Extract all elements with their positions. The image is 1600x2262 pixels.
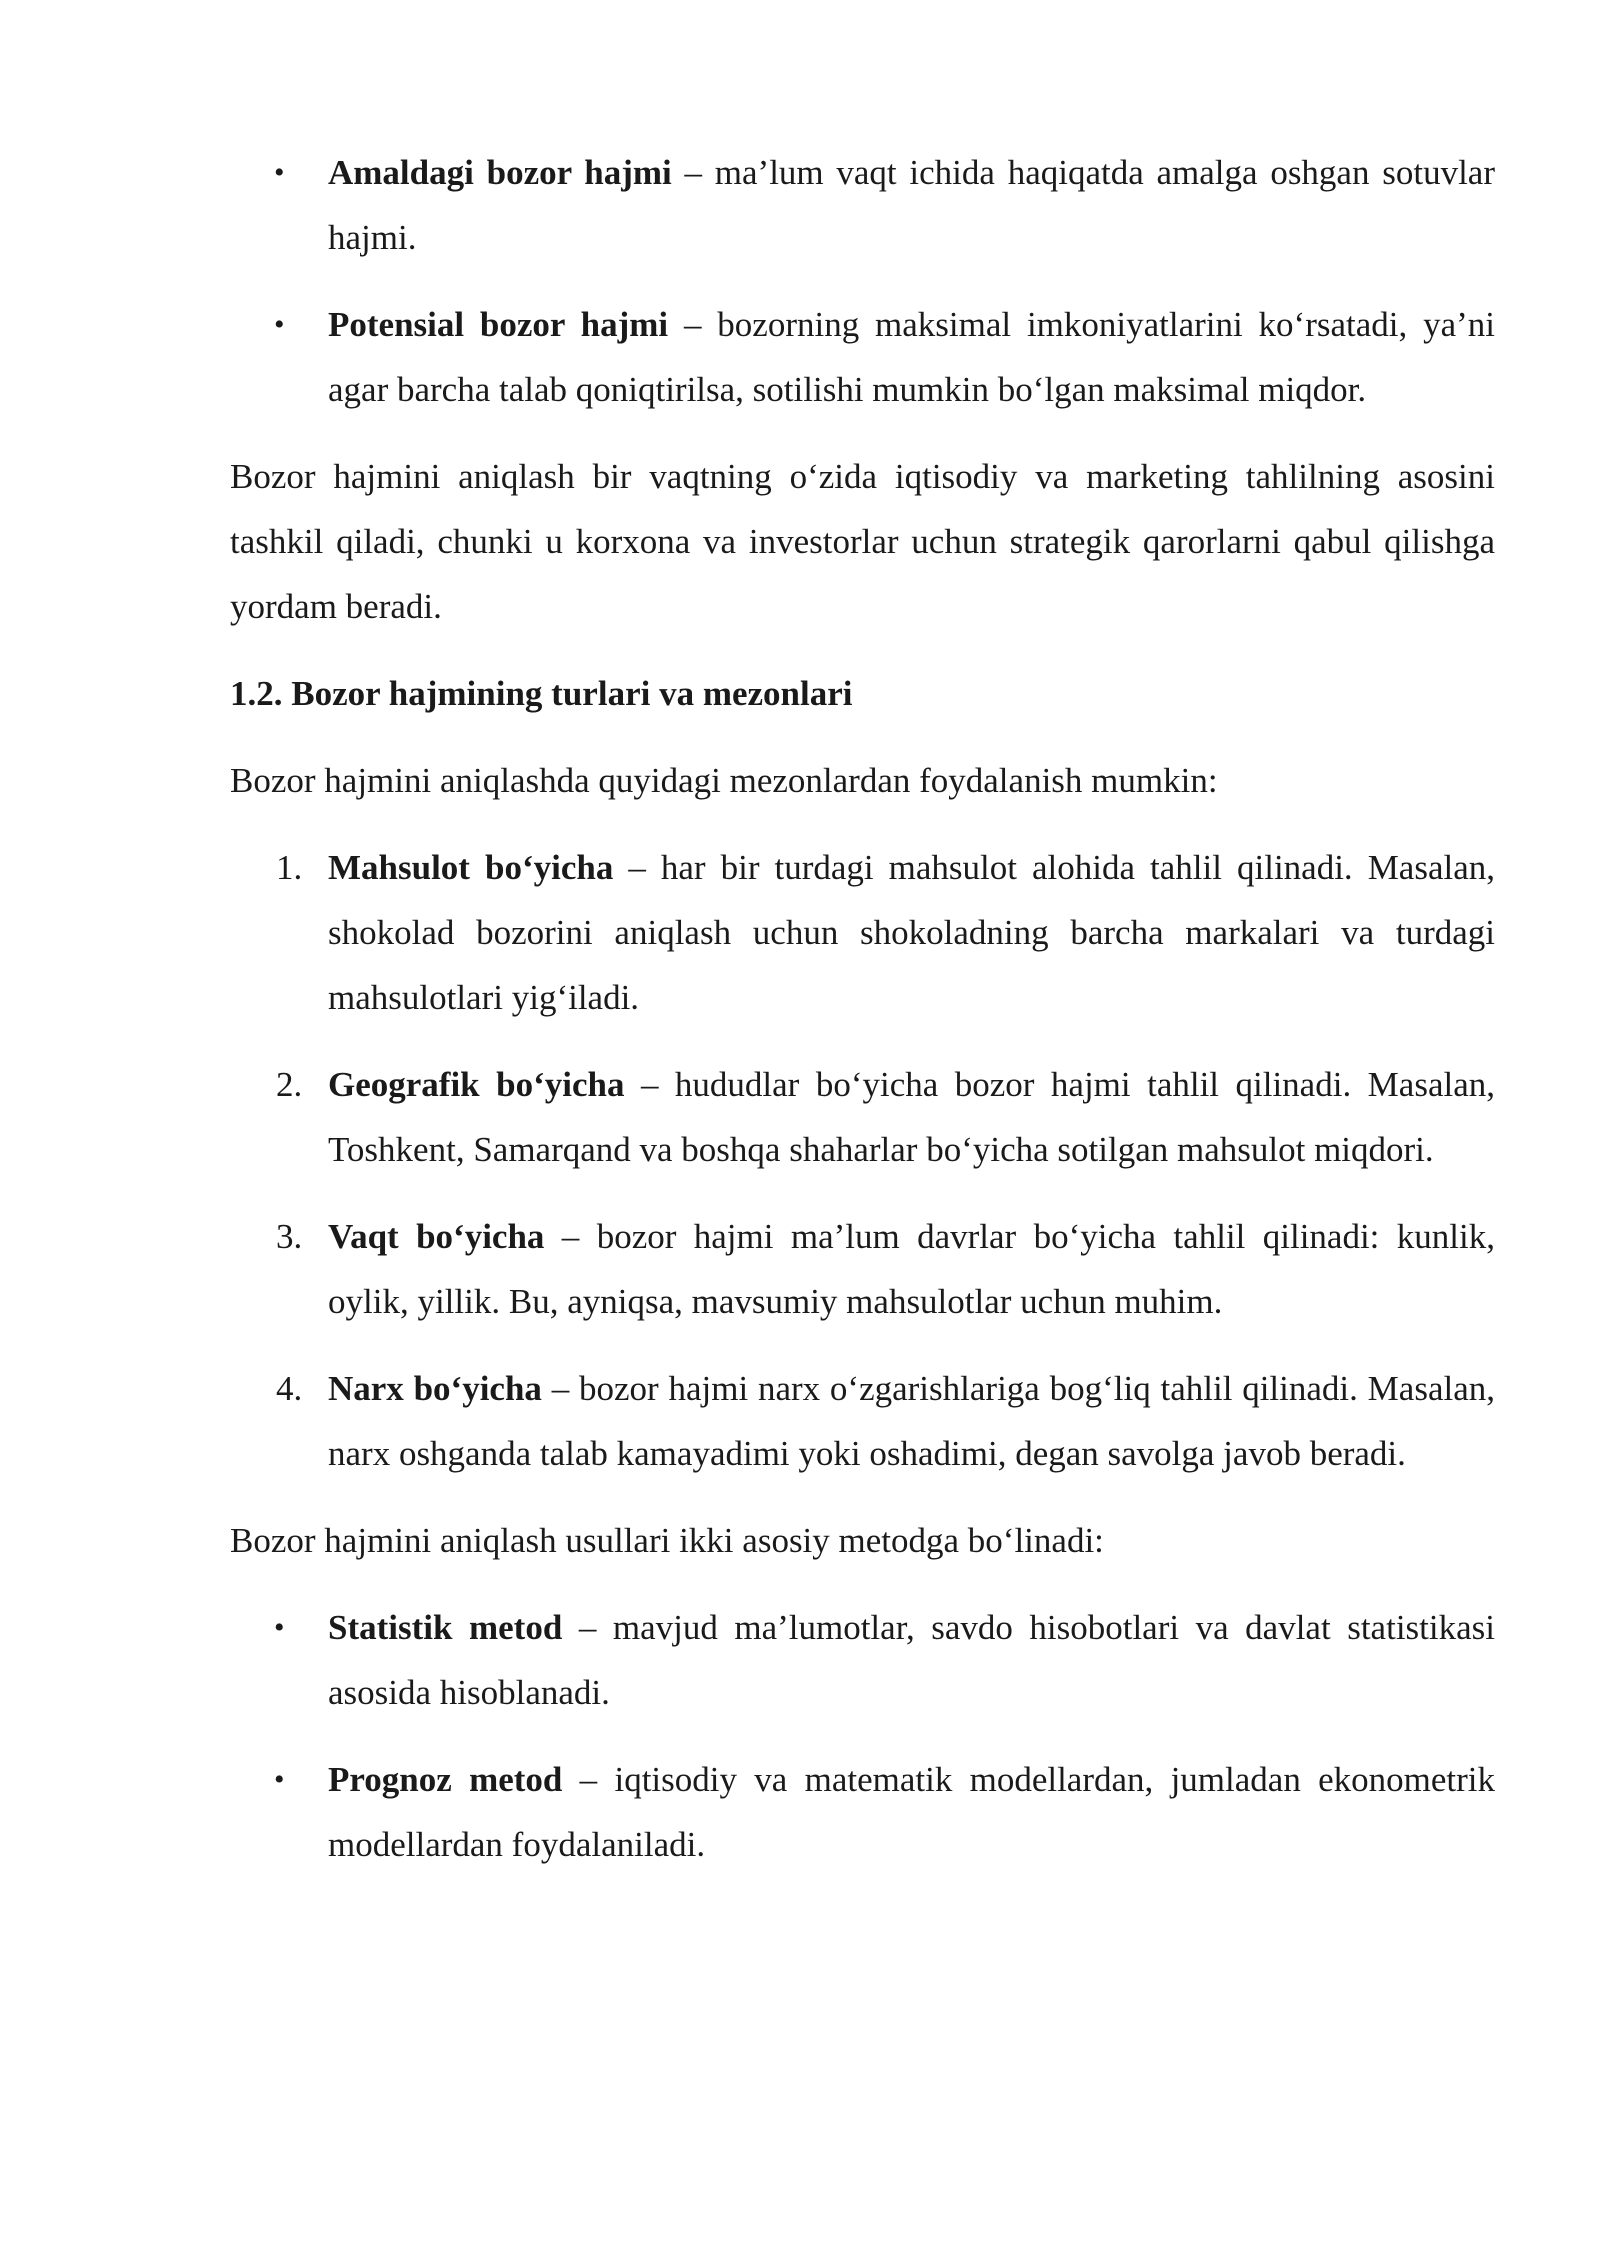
list-item [230, 1747, 1495, 1877]
paragraph: Bozor hajmini aniqlash bir vaqtning o‘zida iqtisodiy va marketing tahlilning asosini tashkil qiladi, chunki u korxona va investorlar uchun strategik qarorlarni qabul qilishga yordam beradi. [230, 457, 1495, 626]
list-item [230, 140, 1495, 270]
item-number: 4. [276, 1369, 303, 1408]
market-volume-types-list [230, 140, 1495, 422]
document-page [230, 140, 1495, 1899]
list-item [230, 1204, 1495, 1334]
item-number: 1. [276, 848, 303, 887]
term-description: – iqtisodiy va matematik modellardan, jumladan ekonometrik modellardan foydalaniladi. [328, 1760, 1495, 1864]
list-item [230, 292, 1495, 422]
bullet-icon: • [274, 1763, 285, 1796]
term-label: Vaqt bo‘yicha [328, 1217, 545, 1256]
term-description: – ma’lum vaqt ichida haqiqatda amalga oshgan sotuvlar hajmi. [328, 153, 1495, 257]
term-label: Geografik bo‘yicha [328, 1065, 625, 1104]
item-number: 3. [276, 1217, 303, 1256]
bullet-icon: • [274, 1611, 285, 1644]
methods-list [230, 1595, 1495, 1877]
term-label: Mahsulot bo‘yicha [328, 848, 614, 887]
term-label: Potensial bozor hajmi [328, 305, 669, 344]
bullet-icon: • [274, 156, 285, 189]
list-item [230, 835, 1495, 1030]
term-description: – bozor hajmi ma’lum davrlar bo‘yicha tahlil qilinadi: kunlik, oylik, yillik. Bu, ayniqsa, mavsumiy mahsulotlar uchun muhim. [328, 1217, 1495, 1321]
paragraph: Bozor hajmini aniqlashda quyidagi mezonlardan foydalanish mumkin: [230, 761, 1218, 800]
list-item [230, 1356, 1495, 1486]
term-description: – bozorning maksimal imkoniyatlarini ko‘rsatadi, ya’ni agar barcha talab qoniqtirilsa, sotilishi mumkin bo‘lgan maksimal miqdor. [328, 305, 1495, 409]
list-item [230, 1595, 1495, 1725]
bullet-icon: • [274, 308, 285, 341]
term-label: Statistik metod [328, 1608, 563, 1647]
term-description: – bozor hajmi narx o‘zgarishlariga bog‘liq tahlil qilinadi. Masalan, narx oshganda talab kamayadimi yoki oshadimi, degan savolga javob beradi. [328, 1369, 1495, 1473]
term-label: Narx bo‘yicha [328, 1369, 542, 1408]
term-description: – har bir turdagi mahsulot alohida tahlil qilinadi. Masalan, shokolad bozorini aniqlash uchun shokoladning barcha markalari va turdagi mahsulotlari yig‘iladi. [328, 848, 1496, 1017]
term-label: Amaldagi bozor hajmi [328, 153, 672, 192]
list-item [230, 1052, 1495, 1182]
item-number: 2. [276, 1065, 303, 1104]
term-description: – hududlar bo‘yicha bozor hajmi tahlil qilinadi. Masalan, Toshkent, Samarqand va boshqa shaharlar bo‘yicha sotilgan mahsulot miqdori. [328, 1065, 1495, 1169]
section-heading: 1.2. Bozor hajmining turlari va mezonlari [230, 674, 853, 713]
term-description: – mavjud ma’lumotlar, savdo hisobotlari va davlat statistikasi asosida hisoblanadi. [328, 1608, 1495, 1712]
criteria-numbered-list [230, 835, 1495, 1486]
term-label: Prognoz metod [328, 1760, 563, 1799]
paragraph: Bozor hajmini aniqlash usullari ikki asosiy metodga bo‘linadi: [230, 1521, 1104, 1560]
